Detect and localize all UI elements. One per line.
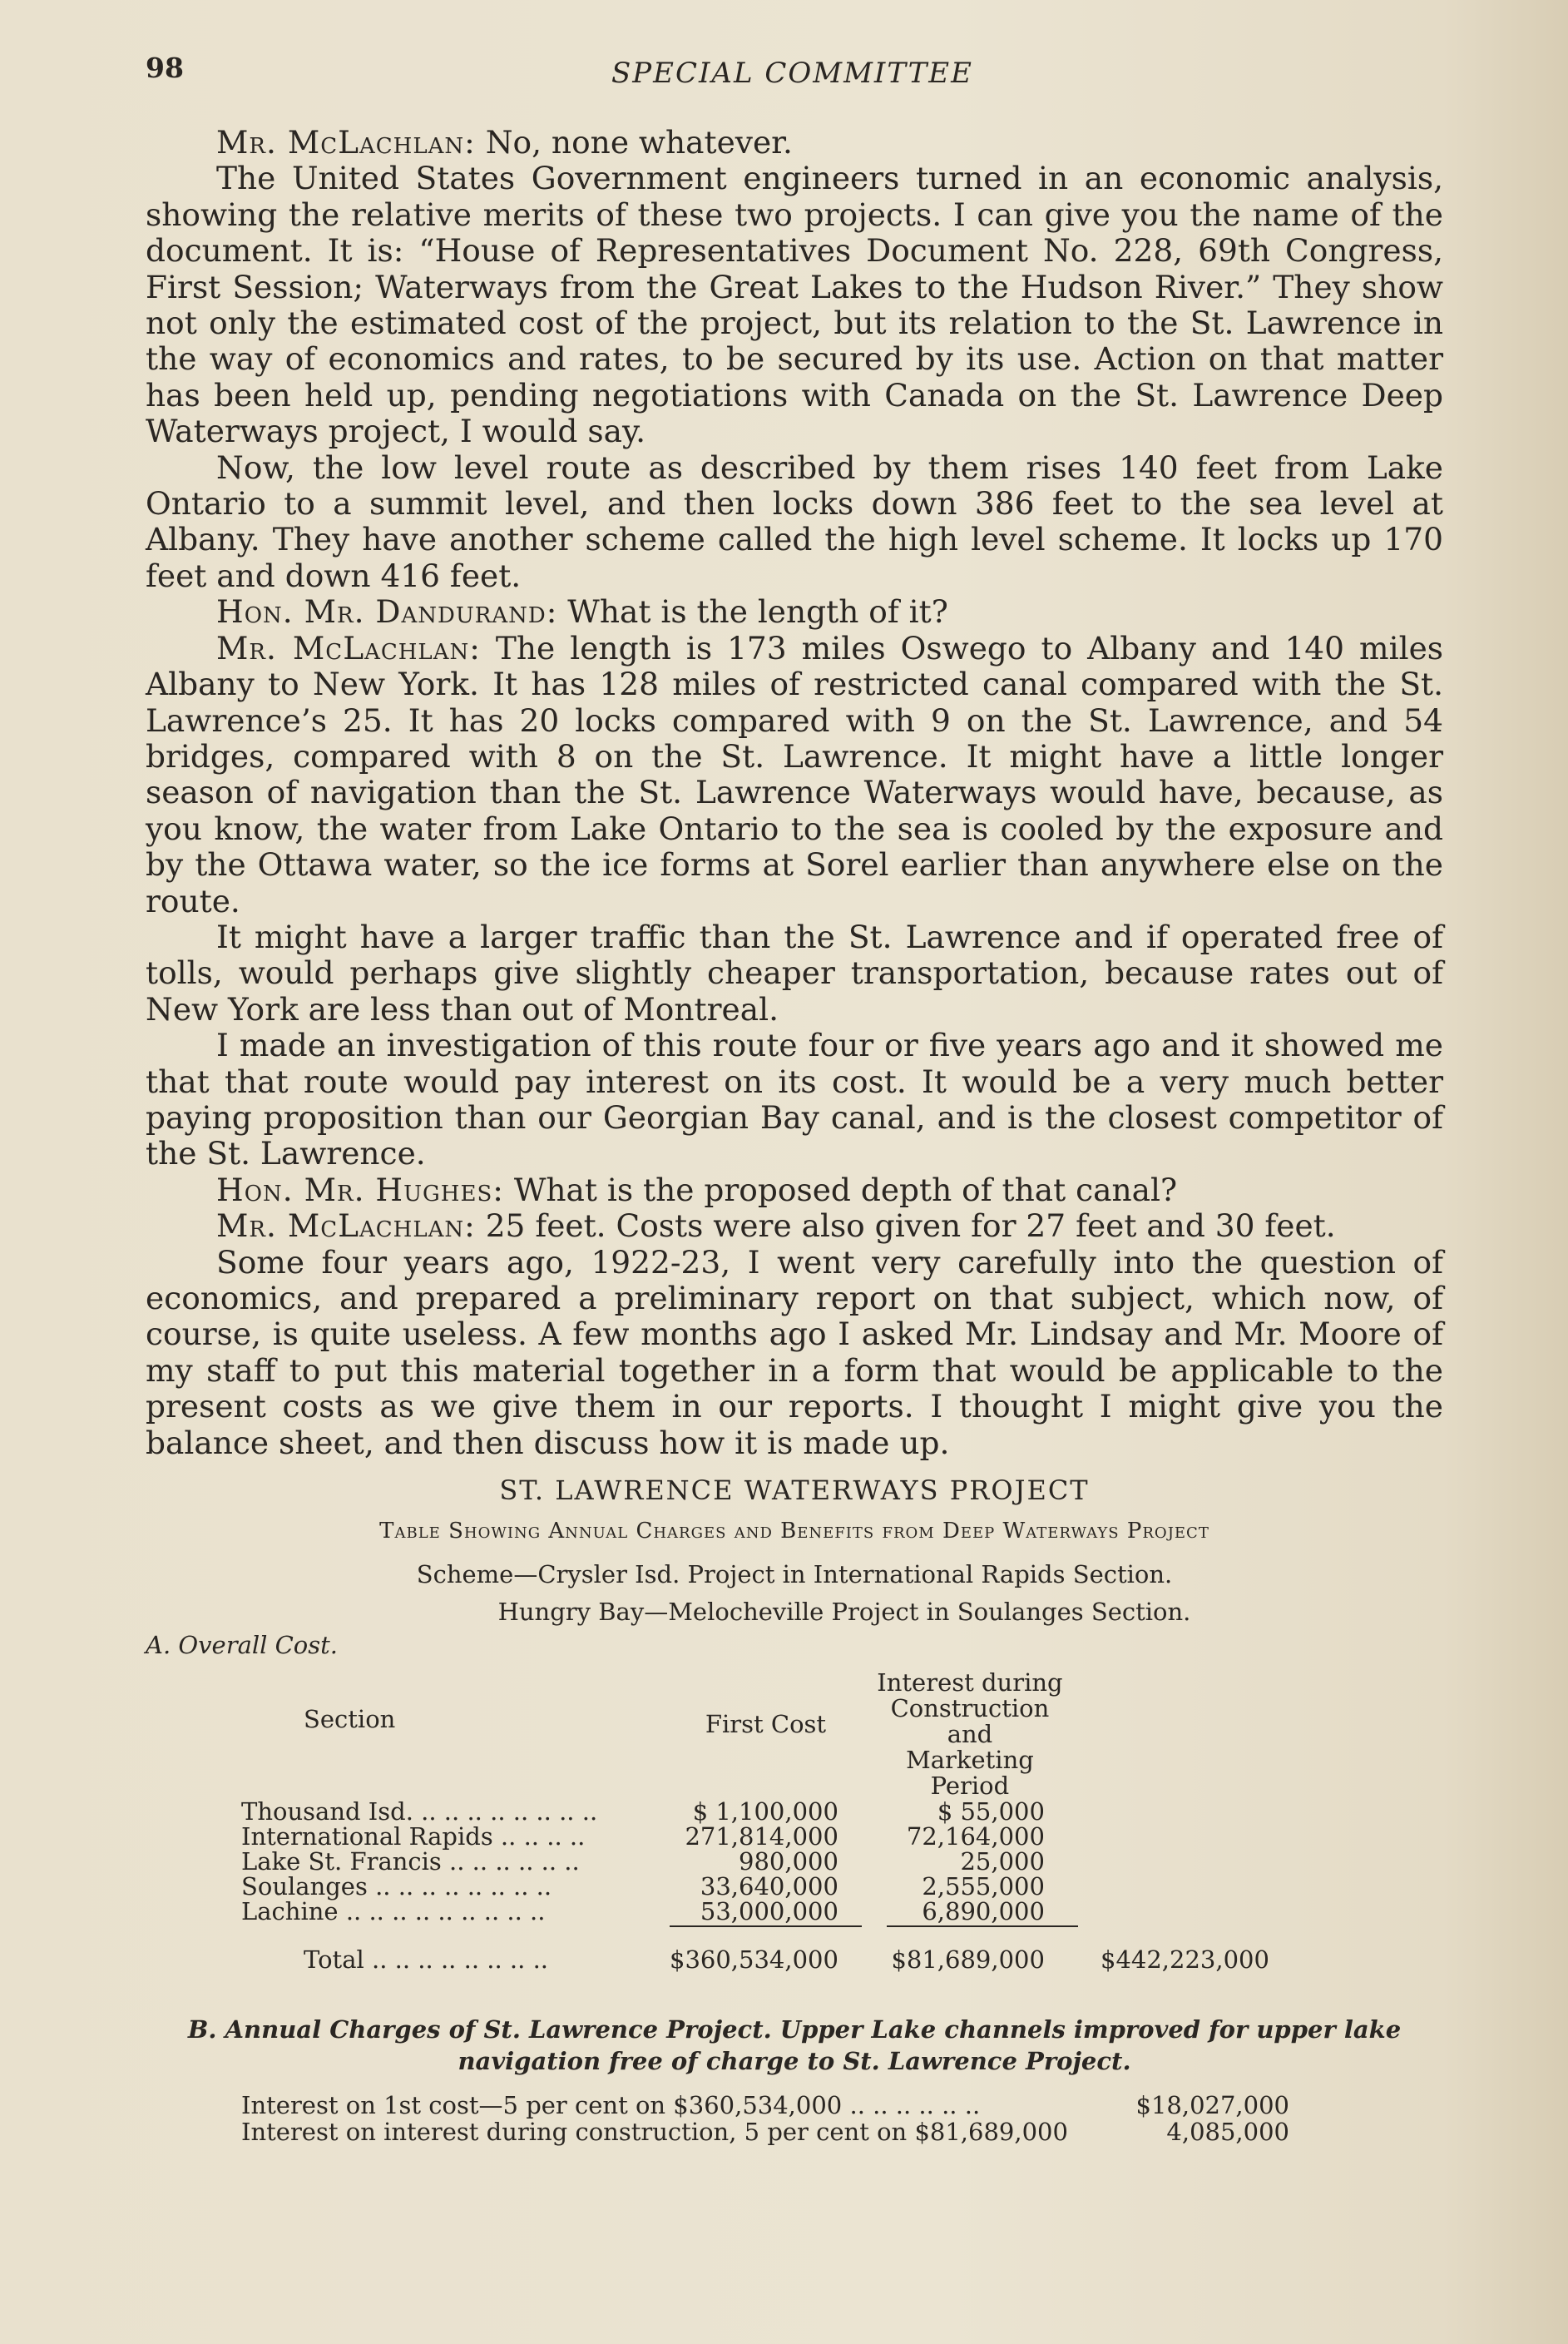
table-row [241, 1899, 1269, 1924]
total-row [241, 1929, 1269, 1972]
paragraph-text: What is the proposed depth of that canal? [513, 1171, 1178, 1208]
section-a-heading: A. Overall Cost. [146, 1630, 339, 1659]
col-header-first-cost: First Cost [705, 1710, 827, 1739]
paragraph-text: It might have a larger traffic than the St. Lawrence and if operated free of tolls, would perhaps give slightly cheaper transportation, because rates out of New York are less than out of Montreal. [146, 918, 1443, 1028]
table-row [241, 1799, 1269, 1824]
row-first-cost: 33,640,000 [700, 1872, 838, 1901]
row-first-cost: 53,000,000 [700, 1897, 838, 1926]
table-subtitle: Table Showing Annual Charges and Benefits from Deep Waterways Project [379, 1519, 1209, 1544]
speaker-name: Mr. McLachlan: [216, 1207, 476, 1245]
table-row [241, 1874, 1269, 1899]
row-section: International Rapids [241, 1822, 493, 1851]
col-header-interest-line: Marketing [906, 1746, 1034, 1775]
paragraph [146, 1172, 1443, 1208]
row-leader: .. .. .. .. .. .. .. .. .. [345, 1897, 546, 1926]
paragraph [146, 161, 1443, 449]
row-first-cost: 271,814,000 [685, 1822, 838, 1851]
scheme-line-2: Hungry Bay—Melocheville Project in Soulanges Section. [497, 1598, 1191, 1627]
section-b-heading: B. Annual Charges of St. Lawrence Project. Upper Lake channels improved for upper lake navigation free of charge to St. Lawrence Project. [187, 2015, 1402, 2076]
charge-value: $18,027,000 [1135, 2091, 1289, 2120]
row-interest: $ 55,000 [937, 1797, 1045, 1826]
page-body [146, 125, 1443, 2145]
transcript-paragraphs [146, 125, 1443, 1461]
paragraph [146, 1028, 1443, 1172]
scheme-line-1: Scheme—Crysler Isd. Project in International Rapids Section. [416, 1559, 1173, 1588]
col-header-interest-line: Period [930, 1772, 1010, 1801]
paragraph [146, 125, 1443, 161]
paragraph-text: The United States Government engineers turned in an economic analysis, showing the relative merits of these two projects. I can give you the name of the document. It is: “House of Representatives Document No. 228, 69th Congress, First Session; Waterways from the Great Lakes to the Hudson River.” They show not only the estimated cost of the project, but its relation to the St. Lawrence in the way of economics and rates, to be secured by its use. Action on that matter has been held up, pending negotiations with Canada on the St. Lawrence Deep Waterways project, I would say. [146, 160, 1443, 450]
row-leader: .. .. .. .. .. .. .. .. [375, 1872, 552, 1901]
total-first-cost: $360,534,000 [670, 1945, 838, 1975]
row-interest: 6,890,000 [922, 1897, 1045, 1926]
col-header-interest [862, 1670, 1078, 1799]
charge-row [241, 2119, 1289, 2145]
total-label: Total [304, 1945, 364, 1975]
table-title: ST. LAWRENCE WATERWAYS PROJECT [499, 1474, 1090, 1507]
row-leader: .. .. .. .. .. .. [449, 1847, 580, 1876]
col-header-section: Section [304, 1705, 396, 1734]
running-title: SPECIAL COMMITTEE [611, 57, 973, 90]
paragraph [146, 450, 1443, 595]
col-header-interest-line: and [947, 1720, 993, 1749]
paragraph-text: I made an investigation of this route four or five years ago and it showed me that that route would pay interest on its cost. It would be a very much better paying proposition than our Georgian Bay canal, and is the closest competitor of the St. Lawrence. [146, 1027, 1443, 1172]
cost-rows [241, 1799, 1269, 1924]
paragraph-text: What is the length of it? [567, 593, 948, 631]
paragraph [146, 1245, 1443, 1461]
grand-total: $442,223,000 [1101, 1945, 1269, 1975]
paragraph-text: Now, the low level route as described by them rises 140 feet from Lake Ontario to a summit level, and then locks down 386 feet to the sea level at Albany. They have another scheme called the high level scheme. It locks up 170 feet and down 416 feet. [146, 448, 1443, 594]
total-leader: .. .. .. .. .. .. .. .. [372, 1945, 549, 1975]
paragraph-text: Some four years ago, 1922-23, I went very carefully into the question of economics, and prepared a preliminary report on that subject, which now, of course, is quite useless. A few months ago I asked Mr. Lindsay and Mr. Moore of my staff to put this material together in a form that would be applicable to the present costs as we give them in our reports. I thought I might give you the balance sheet, and then discuss how it is made up. [146, 1243, 1443, 1461]
overall-cost-table [241, 1668, 1269, 1975]
table-heading [146, 1473, 1443, 1631]
annual-charges [241, 2092, 1289, 2145]
interest-rule [887, 1925, 1078, 1927]
row-first-cost: 980,000 [739, 1847, 838, 1876]
row-leader: .. .. .. .. .. .. .. .. [421, 1797, 598, 1826]
charge-label: Interest on interest during construction, 5 per cent on $81,689,000 [241, 2118, 1068, 2147]
speaker-name: Hon. Mr. Dandurand: [216, 593, 558, 631]
row-section: Lachine [241, 1897, 339, 1926]
charge-row [241, 2092, 1289, 2119]
paragraph [146, 594, 1443, 630]
col-header-interest-line: Interest during [877, 1668, 1063, 1697]
row-section: Soulanges [241, 1872, 368, 1901]
page-header [146, 52, 1460, 93]
first-cost-rule [670, 1925, 862, 1927]
col-header-interest-line: Construction [890, 1694, 1050, 1723]
row-section: Thousand Isd. [241, 1797, 413, 1826]
row-leader: .. .. .. .. [500, 1822, 586, 1851]
charge-label: Interest on 1st cost—5 per cent on $360,534,000 .. .. .. .. .. .. [241, 2091, 981, 2120]
paragraph-text: No, none whatever. [485, 124, 793, 161]
total-interest: $81,689,000 [891, 1945, 1045, 1975]
charge-value: 4,085,000 [1166, 2118, 1289, 2147]
paragraph-text: The length is 173 miles Oswego to Albany and 140 miles Albany to New York. It has 128 miles of restricted canal compared with the St. Lawrence’s 25. It has 20 locks compared with 9 on the St. Lawrence, and 54 bridges, compared with 8 on the St. Lawrence. It might have a little longer season of navigation than the St. Lawrence Waterways would have, because, as you know, the water from Lake Ontario to the sea is cooled by the exposure and by the Ottawa water, so the ice forms at Sorel earlier than anywhere else on the route. [146, 629, 1444, 919]
row-interest: 72,164,000 [906, 1822, 1045, 1851]
table-row [241, 1849, 1269, 1874]
speaker-name: Mr. McLachlan: [216, 124, 476, 161]
row-interest: 2,555,000 [922, 1872, 1045, 1901]
speaker-name: Mr. McLachlan: [216, 629, 481, 667]
paragraph [146, 1208, 1443, 1244]
paragraph [146, 631, 1443, 919]
paragraph-text: 25 feet. Costs were also given for 27 feet and 30 feet. [485, 1207, 1336, 1245]
page-number: 98 [146, 52, 184, 84]
speaker-name: Hon. Mr. Hughes: [216, 1171, 504, 1208]
row-section: Lake St. Francis [241, 1847, 442, 1876]
table-row [241, 1824, 1269, 1849]
row-interest: 25,000 [960, 1847, 1045, 1876]
paragraph [146, 919, 1443, 1028]
row-first-cost: $ 1,100,000 [692, 1797, 838, 1826]
